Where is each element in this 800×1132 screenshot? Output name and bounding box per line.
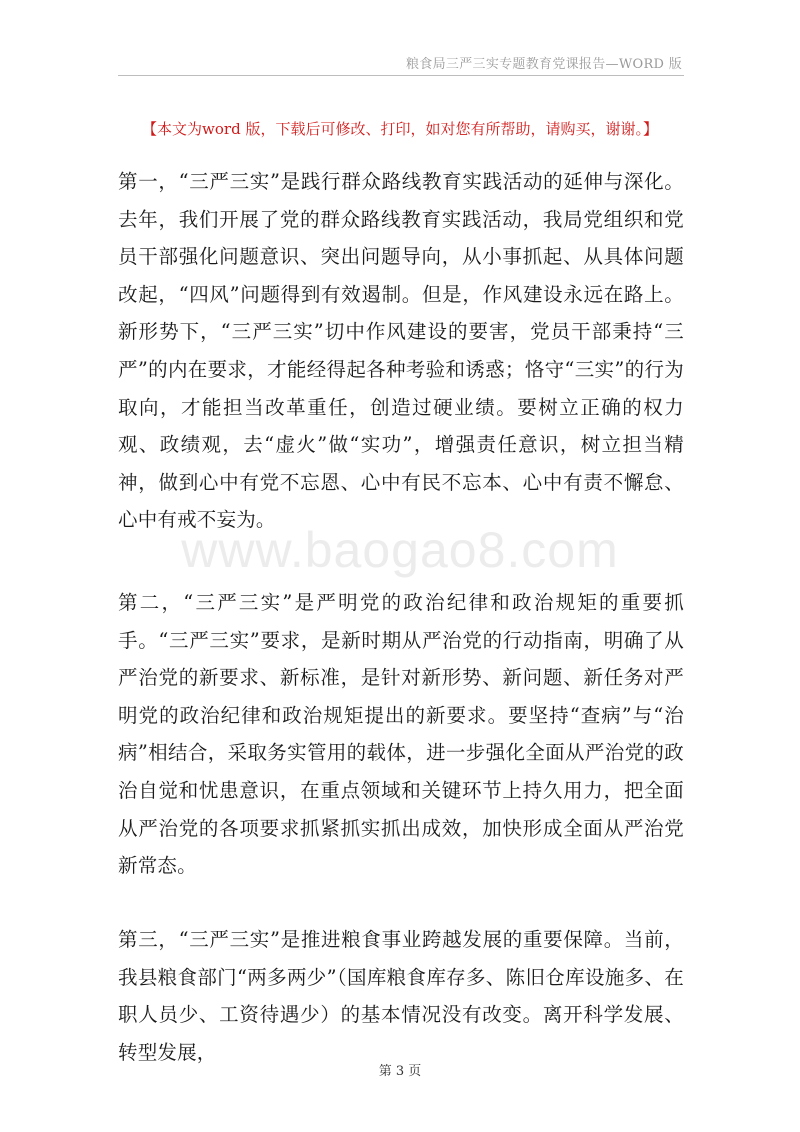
document-header-title: 粮食局三严三实专题教育党课报告—WORD 版 — [406, 57, 682, 72]
paragraph-2: 第二，“三严三实”是严明党的政治纪律和政治规矩的重要抓手。“三严三实”要求，是新时期从严治党的行动指南，明确了从严治党的新要求、新标准，是针对新形势、新问题、新任务对严明党的政治纪律和政治规矩提出的新要求。要坚持“查病”与“治病”相结合，采取务实管用的载体，进一步强化全面从严治党的政治自觉和忧患意识，在重点领域和关键环节上持久用力，把全面从严治党的各项要求抓紧抓实抓出成效，加快形成全面从严治党新常态。 — [118, 591, 684, 878]
page-number: 第 3 页 — [378, 1064, 422, 1079]
download-notice: 【本文为word 版，下载后可修改、打印，如对您有所帮助，请购买，谢谢。】 — [142, 120, 658, 138]
paragraph-3: 第三，“三严三实”是推进粮食事业跨越发展的重要保障。当前，我县粮食部门“两多两少”（国库粮食库存多、陈旧仓库设施多、在职人员少、工资待遇少）的基本情况没有改变。离开科学发展、转型发展， — [118, 928, 684, 1064]
header-divider — [118, 75, 684, 76]
watermark-text: www.baogao8.com — [181, 522, 619, 578]
paragraph-1: 第一，“三严三实”是践行群众路线教育实践活动的延伸与深化。去年，我们开展了党的群众路线教育实践活动，我局党组织和党员干部强化问题意识、突出问题导向，从小事抓起、从具体问题改起，“四风”问题得到有效遏制。但是，作风建设永远在路上。新形势下，“三严三实”切中作风建设的要害，党员干部秉持“三严”的内在要求，才能经得起各种考验和诱惑；恪守“三实”的行为取向，才能担当改革重任，创造过硬业绩。要树立正确的权力观、政绩观，去“虚火”做“实功”，增强责任意识，树立担当精神，做到心中有党不忘恩、心中有民不忘本、心中有责不懈怠、心中有戒不妄为。 — [118, 170, 684, 532]
